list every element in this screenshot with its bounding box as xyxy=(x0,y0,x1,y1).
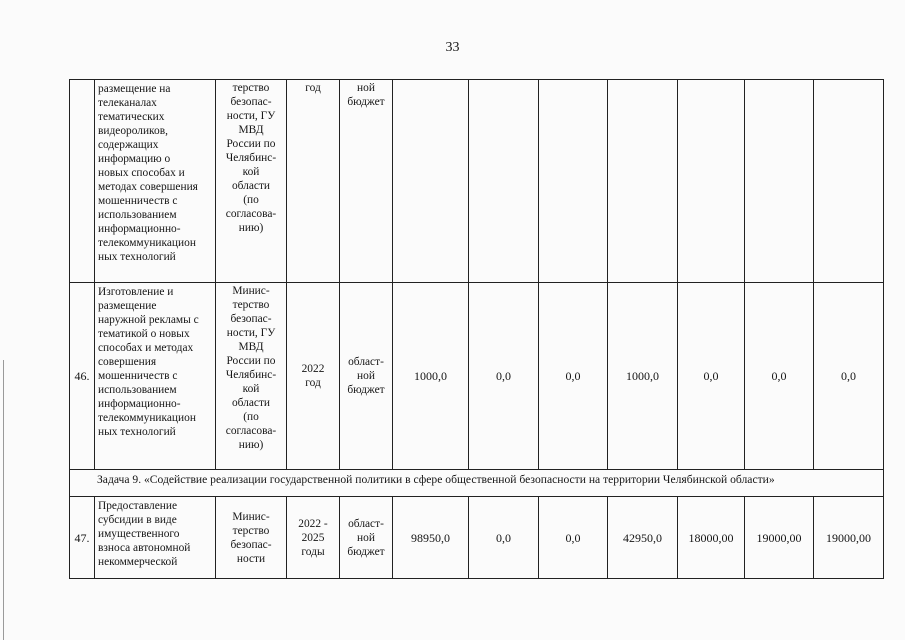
value-col-6: 0,0 xyxy=(745,283,814,470)
measure-name: размещение на телеканалах тематических видеороликов, содержащих информацию о новых способах и методах совершения мошенничеств с использованием информационно- телекоммуникацион ных технологий xyxy=(95,80,216,283)
funding-source: област- ной бюджет xyxy=(340,283,393,470)
row-number: 46. xyxy=(70,283,95,470)
value-col-3 xyxy=(539,80,608,283)
period: 2022 год xyxy=(287,283,340,470)
value-col-2: 0,0 xyxy=(469,283,539,470)
table-row xyxy=(70,283,884,470)
executor: терство безопас- ности, ГУ МВД России по Челябинс- кой области (по согласова- нию) xyxy=(216,80,287,283)
value-total: 1000,0 xyxy=(393,283,469,470)
page-number: 33 xyxy=(445,40,460,55)
value-col-3: 0,0 xyxy=(539,497,608,579)
value-col-6: 19000,00 xyxy=(745,497,814,579)
table-row xyxy=(70,80,884,283)
measure-name: Изготовление и размещение наружной рекламы с тематикой о новых способах и методах совершения мошенничеств с использованием информационно- телекоммуникацион ных технологий xyxy=(95,283,216,470)
task-title: Задача 9. «Содействие реализации государственной политики в сфере общественной безопасности на территории Челябинской области» xyxy=(70,470,884,497)
value-total: 98950,0 xyxy=(393,497,469,579)
funding-source: ной бюджет xyxy=(340,80,393,283)
value-col-6 xyxy=(745,80,814,283)
measure-name: Предоставление субсидии в виде имущественного взноса автономной некоммерческой xyxy=(95,497,216,579)
row-number: 47. xyxy=(70,497,95,579)
value-col-2: 0,0 xyxy=(469,497,539,579)
task-header-row xyxy=(70,470,884,497)
value-col-2 xyxy=(469,80,539,283)
value-col-5: 18000,00 xyxy=(678,497,745,579)
value-col-7: 19000,00 xyxy=(814,497,884,579)
value-col-4: 42950,0 xyxy=(608,497,678,579)
value-col-7: 0,0 xyxy=(814,283,884,470)
funding-source: област- ной бюджет xyxy=(340,497,393,579)
value-total xyxy=(393,80,469,283)
program-measures-table xyxy=(69,79,884,579)
period: 2022 - 2025 годы xyxy=(287,497,340,579)
period: год xyxy=(287,80,340,283)
value-col-5 xyxy=(678,80,745,283)
value-col-3: 0,0 xyxy=(539,283,608,470)
value-col-7 xyxy=(814,80,884,283)
row-number xyxy=(70,80,95,283)
value-col-4: 1000,0 xyxy=(608,283,678,470)
executor: Минис- терство безопас- ности, ГУ МВД России по Челябинс- кой области (по согласова- нию) xyxy=(216,283,287,470)
table-row xyxy=(70,497,884,579)
value-col-5: 0,0 xyxy=(678,283,745,470)
scan-edge-line xyxy=(3,360,4,640)
executor: Минис- терство безопас- ности xyxy=(216,497,287,579)
value-col-4 xyxy=(608,80,678,283)
